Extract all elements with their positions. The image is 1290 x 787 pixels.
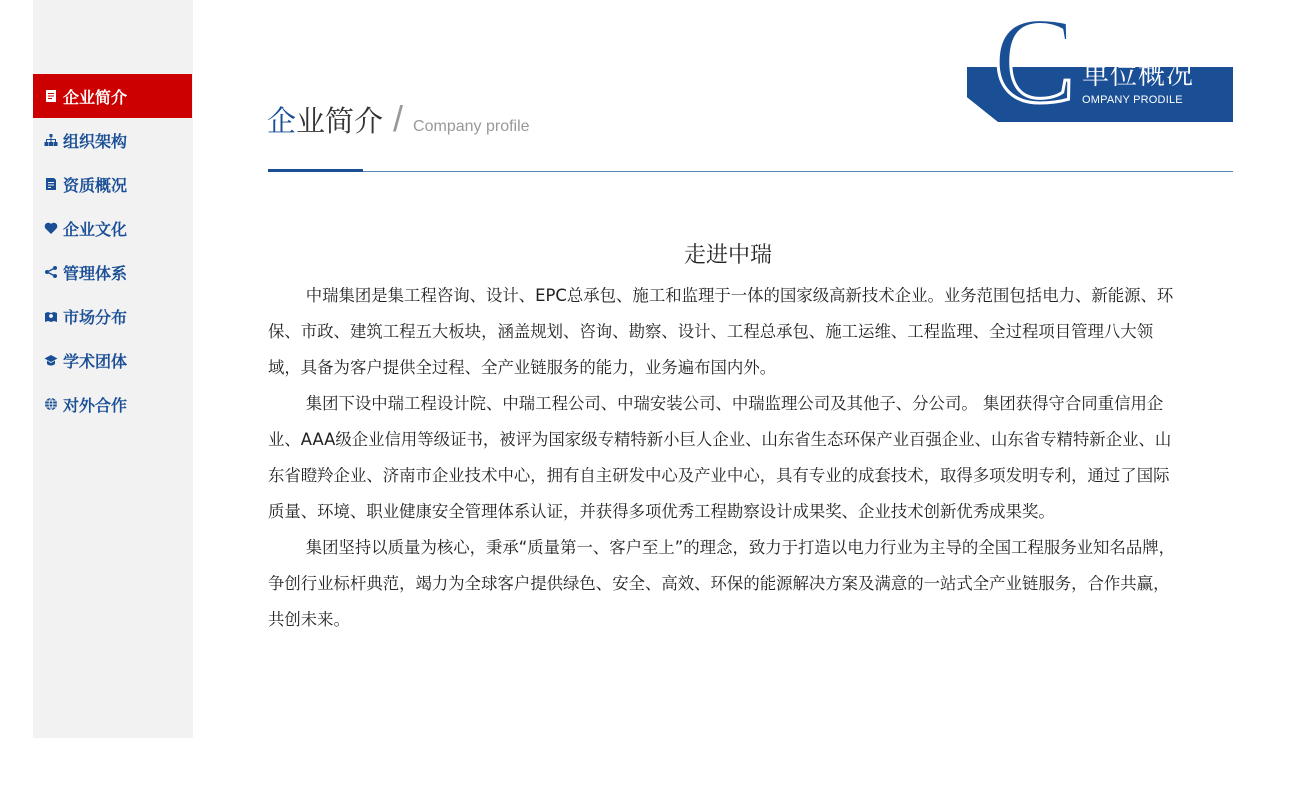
sidebar [33,0,193,738]
page-subtitle: Company profile [413,118,530,135]
heading-separator: / [393,98,404,139]
heading-divider [268,171,1233,172]
sidebar-item-management[interactable] [33,250,192,294]
certificate-icon [43,176,59,192]
article-body [268,278,1180,638]
article-paragraph: 中瑞集团是集工程咨询、设计、EPC总承包、施工和监理于一体的国家级高新技术企业。业务范围包括电力、新能源、环保、市政、建筑工程五大板块，涵盖规划、咨询、勘察、设计、工程总承包、施工运维、工程监理、全过程项目管理八大领域，具备为客户提供全过程、全产业链服务的能力，业务遍布国内外。 [268,286,1174,377]
page-title [267,99,383,140]
share-icon [43,264,59,280]
badge-title: 单位概况 [1082,60,1194,91]
sidebar-item-label: 市场分布 [63,307,128,327]
sitemap-icon [43,132,59,148]
sidebar-item-market[interactable] [33,294,192,338]
badge-subtitle: OMPANY PRODILE [1082,94,1183,106]
heart-icon [43,220,59,236]
heading-divider-accent [268,169,363,172]
sidebar-item-label: 企业简介 [63,87,128,107]
page-heading [267,98,530,138]
article-title: 走进中瑞 [683,243,772,268]
sidebar-item-company-profile[interactable] [33,74,192,118]
globe-icon [43,396,59,412]
sidebar-item-label: 管理体系 [63,263,128,283]
sidebar-nav [33,74,192,426]
sidebar-item-culture[interactable] [33,206,192,250]
sidebar-item-organization[interactable] [33,118,192,162]
page-title-first-char: 企 [267,104,297,138]
sidebar-item-label: 对外合作 [63,395,128,415]
sidebar-item-label: 企业文化 [63,219,128,239]
page-title-rest: 业简介 [296,104,384,138]
badge-letter: C [993,0,1076,129]
map-icon [43,308,59,324]
article-paragraph: 集团坚持以质量为核心，秉承“质量第一、客户至上”的理念，致力于打造以电力行业为主导的全国工程服务业知名品牌，争创行业标杆典范，竭力为全球客户提供绿色、安全、高效、环保的能源解决方案及满意的一站式全产业链服务，合作共赢，共创未来。 [268,538,1176,629]
sidebar-item-cooperation[interactable] [33,382,192,426]
document-icon [43,88,59,104]
sidebar-item-label: 组织架构 [63,131,128,151]
graduation-cap-icon [43,352,59,368]
sidebar-item-qualifications[interactable] [33,162,192,206]
sidebar-item-academic[interactable] [33,338,192,382]
article-paragraph: 集团下设中瑞工程设计院、中瑞工程公司、中瑞安装公司、中瑞监理公司及其他子、分公司。 集团获得守合同重信用企业、AAA级企业信用等级证书，被评为国家级专精特新小巨人企业、山东省生态环保产业百强企业、山东省专精特新企业、山东省瞪羚企业、济南市企业技术中心，拥有自主研发中心及产业中心，具有专业的成套技术，取得多项发明专利，通过了国际质量、环境、职业健康安全管理体系认证，并获得多项优秀工程勘察设计成果奖、企业技术创新优秀成果奖。 [268,394,1172,521]
section-badge [967,0,1233,129]
sidebar-item-label: 资质概况 [63,175,128,195]
sidebar-item-label: 学术团体 [63,351,128,371]
